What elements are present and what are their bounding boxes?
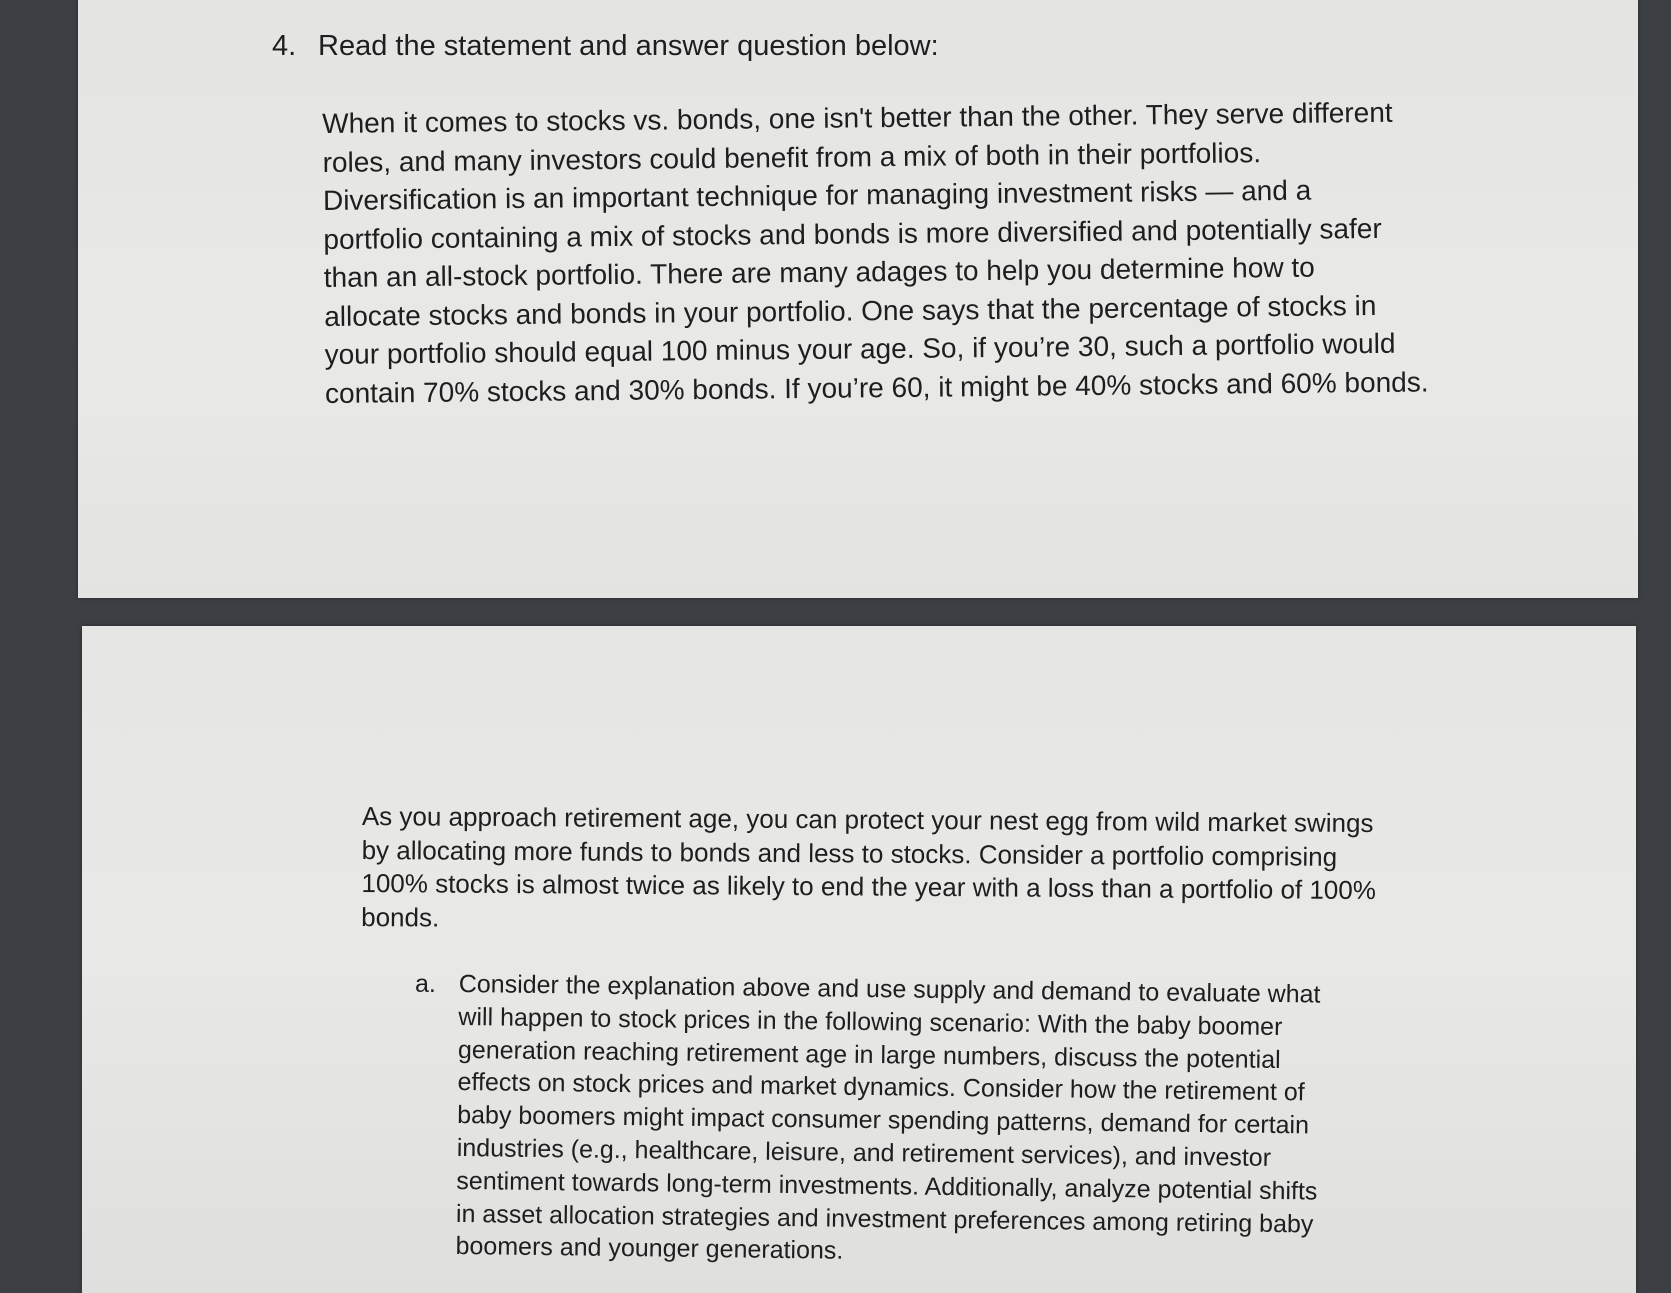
subquestion-marker: a. (415, 970, 436, 998)
text-line: boomers and younger generations. (455, 1232, 844, 1266)
statement-paragraph (322, 93, 1465, 413)
text-line: in asset allocation strategies and investment preferences among retiring baby (455, 1199, 1314, 1239)
text-line: generation reaching retirement age in large numbers, discuss the potential (457, 1035, 1281, 1074)
text-line: your portfolio should equal 100 minus your age. So, if you’re 30, such a portfolio would (324, 327, 1396, 370)
text-line: effects on stock prices and market dynamics. Consider how the retirement of (457, 1068, 1305, 1107)
text-line: allocate stocks and bonds in your portfolio. One says that the percentage of stocks in (324, 289, 1377, 332)
text-line: Diversification is an important technique for managing investment risks — and a (322, 174, 1312, 216)
text-line: 100% stocks is almost twice as likely to end the year with a loss than a portfolio of 100% (361, 867, 1377, 906)
text-line: bonds. (361, 901, 440, 933)
subquestion-text (455, 968, 1419, 1275)
retirement-paragraph (361, 800, 1452, 942)
text-line: contain 70% stocks and 30% bonds. If you’re 60, it might be 40% stocks and 60% bonds. (324, 365, 1429, 409)
text-line: by allocating more funds to bonds and less to stocks. Consider a portfolio comprising (361, 834, 1338, 872)
question-number: 4. (272, 30, 297, 62)
text-line: industries (e.g., healthcare, leisure, and retirement services), and investor (456, 1133, 1272, 1172)
text-line: roles, and many investors could benefit from a mix of both in their portfolios. (322, 136, 1262, 178)
text-line: baby boomers might impact consumer spending patterns, demand for certain (457, 1101, 1310, 1140)
text-line: As you approach retirement age, you can protect your nest egg from wild market swings (361, 801, 1374, 839)
question-title: Read the statement and answer question below: (318, 30, 939, 62)
text-line: sentiment towards long-term investments. Additionally, analyze potential shifts (456, 1166, 1318, 1206)
text-line: will happen to stock prices in the following scenario: With the baby boomer (458, 1002, 1283, 1041)
text-line: Consider the explanation above and use supply and demand to evaluate what (458, 969, 1321, 1009)
text-line: portfolio containing a mix of stocks and bonds is more diversified and potentially safer (323, 212, 1382, 255)
text-line: When it comes to stocks vs. bonds, one isn't better than the other. They serve different (322, 96, 1393, 139)
text-line: than an all-stock portfolio. There are many adages to help you determine how to (323, 251, 1315, 293)
